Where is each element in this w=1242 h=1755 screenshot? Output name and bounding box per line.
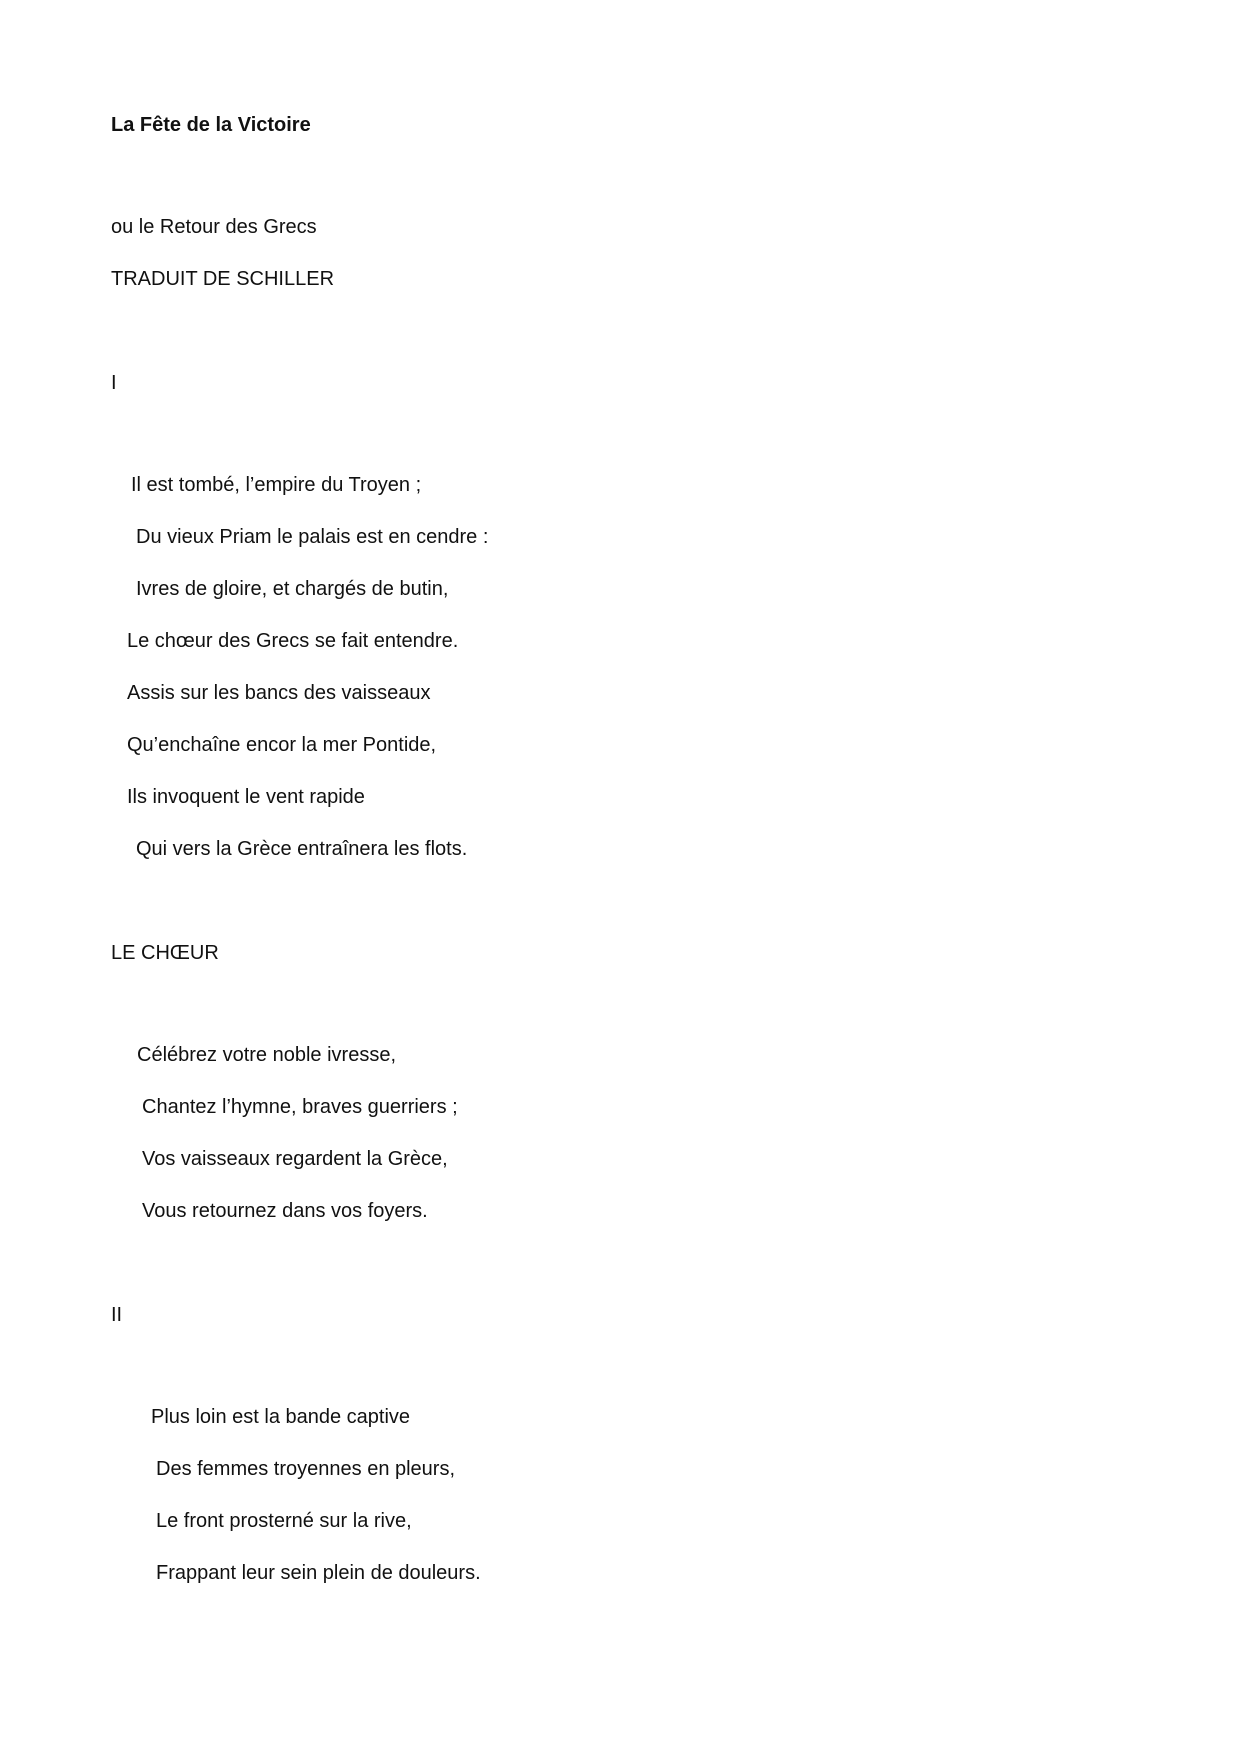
chorus-line: Vos vaisseaux regardent la Grèce, (142, 1148, 448, 1170)
verse-line: Qu’enchaîne encor la mer Pontide, (127, 734, 437, 756)
chorus-line: Célébrez votre noble ivresse, (137, 1044, 397, 1066)
verse-line: Assis sur les bancs des vaisseaux (127, 682, 431, 704)
verse-line: Le front prosterné sur la rive, (156, 1510, 412, 1532)
section-numeral-1: I (111, 372, 117, 394)
poem-subtitle: ou le Retour des Grecs (111, 216, 317, 238)
verse-line: Qui vers la Grèce entraînera les flots. (136, 838, 468, 860)
poem-title: La Fête de la Victoire (111, 114, 311, 136)
chorus-heading: LE CHŒUR (111, 942, 219, 964)
verse-line: Frappant leur sein plein de douleurs. (156, 1562, 481, 1584)
verse-line: Il est tombé, l’empire du Troyen ; (131, 474, 422, 496)
verse-line: Ivres de gloire, et chargés de butin, (136, 578, 449, 600)
verse-line: Plus loin est la bande captive (151, 1406, 411, 1428)
poem-attribution: TRADUIT DE SCHILLER (111, 268, 335, 290)
chorus-line: Vous retournez dans vos foyers. (142, 1200, 428, 1222)
chorus-line: Chantez l’hymne, braves guerriers ; (142, 1096, 458, 1118)
verse-line: Ils invoquent le vent rapide (127, 786, 365, 808)
verse-line: Du vieux Priam le palais est en cendre : (136, 526, 489, 548)
verse-line: Le chœur des Grecs se fait entendre. (127, 630, 459, 652)
verse-line: Des femmes troyennes en pleurs, (156, 1458, 456, 1480)
section-numeral-2: II (111, 1304, 123, 1326)
